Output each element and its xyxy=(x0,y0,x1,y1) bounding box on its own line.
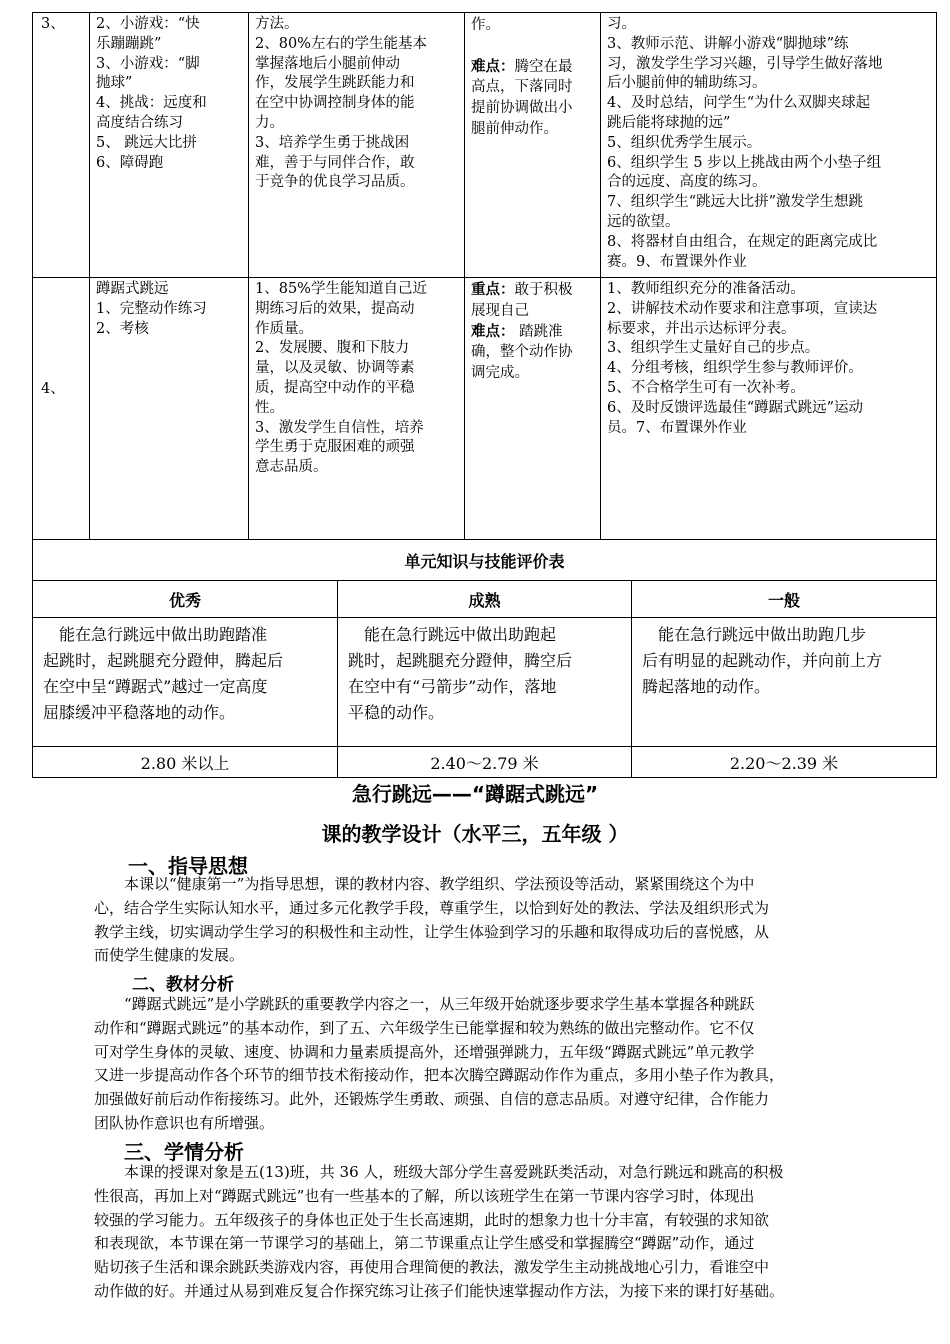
keypoint-line: 调完成。 xyxy=(471,365,529,382)
method-line: 3、教师示范、讲解小游戏“脚抛球”练 xyxy=(607,35,849,52)
section-heading-student-analysis: 三、学情分析 xyxy=(124,1140,244,1164)
table-row xyxy=(33,540,937,581)
level-proficient-header: 成熟 xyxy=(338,581,632,618)
goal-line: 意志品质。 xyxy=(255,459,328,476)
method-line: 5、组织优秀学生展示。 xyxy=(607,134,762,151)
keypoint-line xyxy=(471,36,594,57)
difficulty-label: 难点： xyxy=(471,322,515,340)
evaluation-title: 单元知识与技能评价表 xyxy=(33,540,937,581)
level-excellent-score: 2.80 米以上 xyxy=(33,747,338,778)
lesson-subtitle: 课的教学设计（水平三，五年级 ） xyxy=(321,822,629,846)
method-line: 赛。9、布置课外作业 xyxy=(607,253,747,270)
level-excellent-description: 能在急行跳远中做出助跑踏准 起跳时，起跳腿充分蹬伸，腾起后 在空中呈“蹲踞式”越过一定高度 屈膝缓冲平稳落地的动作。 xyxy=(33,618,338,747)
method-line: 3、组织学生丈量好自己的步点。 xyxy=(607,340,820,357)
teaching-content-cell xyxy=(90,13,249,278)
section-paragraph-material-analysis: “蹲踞式跳远”是小学跳跃的重要教学内容之一，从三年级开始就逐步要求学生基本掌握各种跳跃 动作和“蹲踞式跳远”的基本动作，到了五、六年级学生已能掌握和较为熟练的做出完整动作。它不仅 可对学生身体的灵敏、速度、协调和力量素质提高外，还增强弹跳力，五年级“蹲踞式跳远”单元教学 又进一步提高动作各个环节的细节技术衔接动作，把本次腾空蹲踞动作作为重点，多用小垫子作为教具， 加强做好前后动作衔接练习。此外，还锻炼学生勇敢、顽强、自信的意志品质。对遵守纪律，合作能力 团队协作意识也有所增强。 xyxy=(94,995,785,1132)
section-paragraph-student-analysis: 本课的授课对象是五(13)班，共 36 人，班级大部分学生喜爱跳跃类活动，对急行跳远和跳高的积极 性很高，再加上对“蹲踞式跳远”也有一些基本的了解，所以该班学生在第一节课内容学习时，体现出 较强的学习能力。五年级孩子的身体也正处于生长高速期，此时的想象力也十分丰富，有较强的求知欲 和表现欲，本节课在第一节课学习的基础上，第二节课重点让学生感受和掌握腾空“蹲踞”动作，通过 贴切孩子生活和课余跳跃类游戏内容，再使用合理简便的教法，激发学生主动挑战地心引力，看谁空中 动作做的好。并通过从易到难反复合作探究练习让孩子们能快速掌握动作方法，为接下来的课打好基础。 xyxy=(94,1163,785,1300)
content-line: 蹲踞式跳远 xyxy=(96,281,169,297)
goal-line: 2、80%左右的学生能基本 xyxy=(255,35,427,52)
table-row xyxy=(33,747,937,778)
level-excellent-header: 优秀 xyxy=(33,581,338,618)
goal-line: 性。 xyxy=(255,399,284,416)
lesson-title: 急行跳远——“蹲踞式跳远” xyxy=(351,782,599,806)
section-paragraph-guiding-ideology: 本课以“健康第一”为指导思想，课的教材内容、教学组织、学法预设等活动，紧紧围绕这个为中 心，结合学生实际认知水平，通过多元化教学手段，尊重学生，以恰到好处的教法、学法及组织形式为 教学主线，切实调动学生学习的积极性和主动性，让学生体验到学习的乐趣和取得成功后的喜悦感，从 而使学生健康的发展。 xyxy=(94,875,770,965)
goal-line: 难，善于与同伴合作，敢 xyxy=(255,154,415,171)
goal-line: 作质量。 xyxy=(255,320,313,337)
content-line: 抛球” xyxy=(96,75,133,92)
content-line: 高度结合练习 xyxy=(96,114,183,131)
method-line: 5、不合格学生可有一次补考。 xyxy=(607,379,805,396)
key-points-cell xyxy=(465,13,601,278)
goal-line: 作，发展学生跳跃能力和 xyxy=(255,75,415,92)
method-line: 7、组织学生“跳远大比拼”激发学生想跳 xyxy=(607,194,864,211)
level-proficient-score: 2.40～2.79 米 xyxy=(338,747,632,778)
level-average-description: 能在急行跳远中做出助跑几步 后有明显的起跳动作，并向前上方 腾起落地的动作。 xyxy=(632,618,937,747)
content-line: 2、小游戏：“快 xyxy=(96,16,200,32)
goal-line: 学生勇于克服困难的顽强 xyxy=(255,439,415,456)
method-line: 合的远度、高度的练习。 xyxy=(607,174,767,191)
focus-label: 重点： xyxy=(471,281,515,298)
goal-line: 3、培养学生勇于挑战困 xyxy=(255,134,410,151)
keypoint-line: 确，整个动作协 xyxy=(471,344,573,361)
keypoint-line: 难点：腾空在最 xyxy=(471,57,573,75)
key-points-cell xyxy=(465,278,601,540)
goal-line: 3、激发学生自信性，培养 xyxy=(255,419,424,436)
table-row xyxy=(33,618,937,747)
evaluation-table xyxy=(32,539,937,778)
keypoint-line: 重点：敢于积极 xyxy=(471,281,573,298)
teaching-content-cell xyxy=(90,278,249,540)
method-line: 4、及时总结，问学生“为什么双脚夹球起 xyxy=(607,95,871,112)
method-line: 习，激发学生学习兴趣，引导学生做好落地 xyxy=(607,55,883,72)
method-line: 8、将器材自由组合，在规定的距离完成比 xyxy=(607,233,878,250)
table-row xyxy=(33,581,937,618)
goal-line: 量，以及灵敏、协调等素 xyxy=(255,360,415,377)
goal-line: 1、85%学生能知道自己近 xyxy=(255,281,427,297)
content-line: 6、障碍跑 xyxy=(96,154,164,171)
lesson-number: 3、 xyxy=(33,13,90,278)
content-line: 2、考核 xyxy=(96,320,149,337)
method-line: 后小腿前伸的辅助练习。 xyxy=(607,75,767,92)
keypoint-line: 高点，下落同时 xyxy=(471,79,573,96)
method-line: 6、及时反馈评选最佳“蹲踞式跳远”运动 xyxy=(607,399,864,416)
goal-line: 掌握落地后小腿前伸动 xyxy=(255,55,400,72)
lesson-number: 4、 xyxy=(33,278,90,540)
content-line: 4、挑战：远度和 xyxy=(96,95,207,112)
keypoint-line: 腿前伸动作。 xyxy=(471,120,558,137)
difficulty-label: 难点： xyxy=(471,57,515,75)
content-line: 1、完整动作练习 xyxy=(96,300,207,317)
method-line: 远的欲望。 xyxy=(607,213,680,230)
goal-line: 质，提高空中动作的平稳 xyxy=(255,379,415,396)
teaching-methods-cell xyxy=(601,13,937,278)
teaching-methods-cell xyxy=(601,278,937,540)
method-line: 标要求，并出示达标评分表。 xyxy=(607,320,796,337)
keypoint-line: 展现自己 xyxy=(471,302,529,319)
lesson-plan-table xyxy=(32,12,937,540)
goal-line: 2、发展腰、腹和下肢力 xyxy=(255,340,410,357)
learning-goals-cell xyxy=(249,13,465,278)
method-line: 跳后能将球抛的远” xyxy=(607,114,731,131)
content-line: 5、 跳远大比拼 xyxy=(96,134,197,151)
level-proficient-description: 能在急行跳远中做出助跑起 跳时，起跳腿充分蹬伸，腾空后 在空中有“弓箭步”动作，落地 平稳的动作。 xyxy=(338,618,632,747)
goal-line: 方法。 xyxy=(255,16,299,32)
method-line: 2、讲解技术动作要求和注意事项，宣读达 xyxy=(607,300,878,317)
goal-line: 于竞争的优良学习品质。 xyxy=(255,174,415,191)
method-line: 1、教师组织充分的准备活动。 xyxy=(607,281,805,297)
keypoint-line: 作。 xyxy=(471,17,500,33)
goal-line: 力。 xyxy=(255,114,284,131)
section-heading-material-analysis: 二、教材分析 xyxy=(132,975,234,995)
keypoint-line: 难点： 踏跳准 xyxy=(471,322,563,340)
method-line: 员。7、布置课外作业 xyxy=(607,419,747,436)
level-average-score: 2.20～2.39 米 xyxy=(632,747,937,778)
method-line: 习。 xyxy=(607,16,636,32)
content-line: 乐蹦蹦跳” xyxy=(96,35,162,52)
keypoint-line: 提前协调做出小 xyxy=(471,100,573,117)
level-average-header: 一般 xyxy=(632,581,937,618)
method-line: 4、分组考核，组织学生参与教师评价。 xyxy=(607,360,863,377)
table-row xyxy=(33,13,937,278)
content-line: 3、小游戏：“脚 xyxy=(96,55,200,72)
learning-goals-cell xyxy=(249,278,465,540)
table-row xyxy=(33,278,937,540)
goal-line: 在空中协调控制身体的能 xyxy=(255,95,415,112)
goal-line: 期练习后的效果，提高动 xyxy=(255,300,415,317)
method-line: 6、组织学生 5 步以上挑战由两个小垫子组 xyxy=(607,154,882,171)
section-heading-guiding-ideology: 一、指导思想 xyxy=(128,854,248,878)
